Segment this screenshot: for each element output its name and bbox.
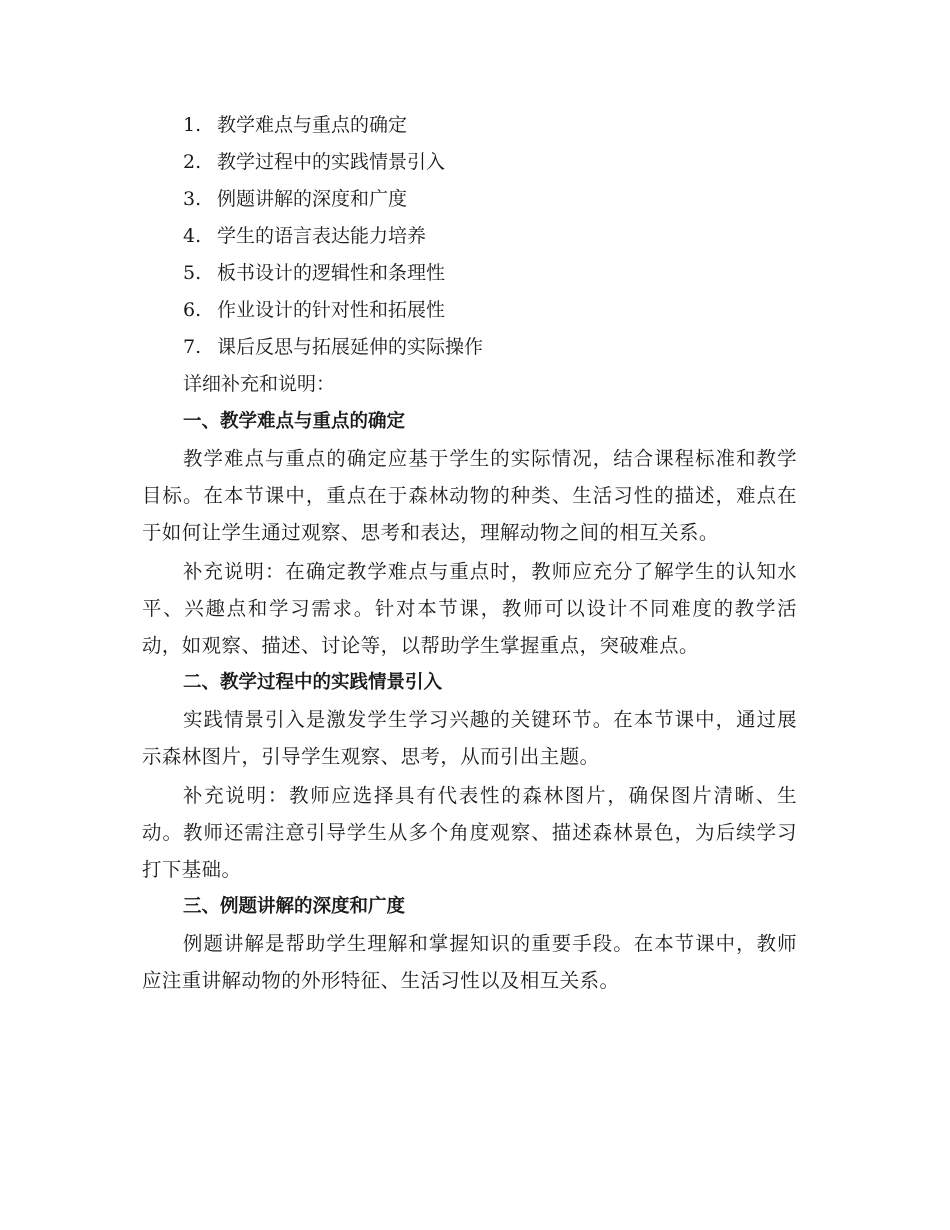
- list-item: [142, 329, 797, 366]
- intro-text: 详细补充和说明：: [183, 373, 336, 395]
- list-number: 7.: [183, 336, 202, 358]
- list-number: 3.: [183, 188, 202, 210]
- paragraph: 实践情景引入是激发学生学习兴趣的关键环节。在本节课中，通过展示森林图片，引导学生观察、思考，从而引出主题。: [142, 708, 797, 768]
- section-3: [142, 888, 797, 999]
- section-heading: 二、教学过程中的实践情景引入: [183, 672, 443, 693]
- list-text: 板书设计的逻辑性和条理性: [217, 262, 446, 284]
- list-number: 2.: [183, 151, 202, 173]
- paragraph: 教学难点与重点的确定应基于学生的实际情况，结合课程标准和教学目标。在本节课中，重点在于森林动物的种类、生活习性的描述，难点在于如何让学生通过观察、思考和表达，理解动物之间的相互关系。: [142, 447, 797, 544]
- list-number: 5.: [183, 262, 202, 284]
- section-heading: 一、教学难点与重点的确定: [183, 411, 406, 432]
- list-text: 例题讲解的深度和广度: [217, 188, 408, 210]
- list-text: 教学过程中的实践情景引入: [217, 151, 446, 173]
- list-item: [142, 218, 797, 255]
- list-number: 6.: [183, 299, 202, 321]
- list-item: [142, 181, 797, 218]
- list-item: [142, 255, 797, 292]
- section-1: [142, 403, 797, 664]
- list-text: 教学难点与重点的确定: [217, 114, 408, 136]
- list-item: [142, 144, 797, 181]
- section-2: [142, 664, 797, 888]
- list-number: 4.: [183, 225, 202, 247]
- list-text: 作业设计的针对性和拓展性: [217, 299, 446, 321]
- paragraph: 补充说明：在确定教学难点与重点时，教师应充分了解学生的认知水平、兴趣点和学习需求。针对本节课，教师可以设计不同难度的教学活动，如观察、描述、讨论等，以帮助学生掌握重点，突破难点。: [142, 560, 797, 657]
- paragraph: 补充说明：教师应选择具有代表性的森林图片，确保图片清晰、生动。教师还需注意引导学生从多个角度观察、描述森林景色，为后续学习打下基础。: [142, 784, 797, 881]
- document-page: [142, 107, 797, 999]
- list-item: [142, 292, 797, 329]
- section-heading: 三、例题讲解的深度和广度: [183, 896, 406, 917]
- list-item: [142, 107, 797, 144]
- list-text: 学生的语言表达能力培养: [217, 225, 427, 247]
- list-text: 课后反思与拓展延伸的实际操作: [217, 336, 484, 358]
- paragraph: 例题讲解是帮助学生理解和掌握知识的重要手段。在本节课中，教师应注重讲解动物的外形特征、生活习性以及相互关系。: [142, 932, 797, 992]
- outline-list: [142, 107, 797, 366]
- list-number: 1.: [183, 114, 202, 136]
